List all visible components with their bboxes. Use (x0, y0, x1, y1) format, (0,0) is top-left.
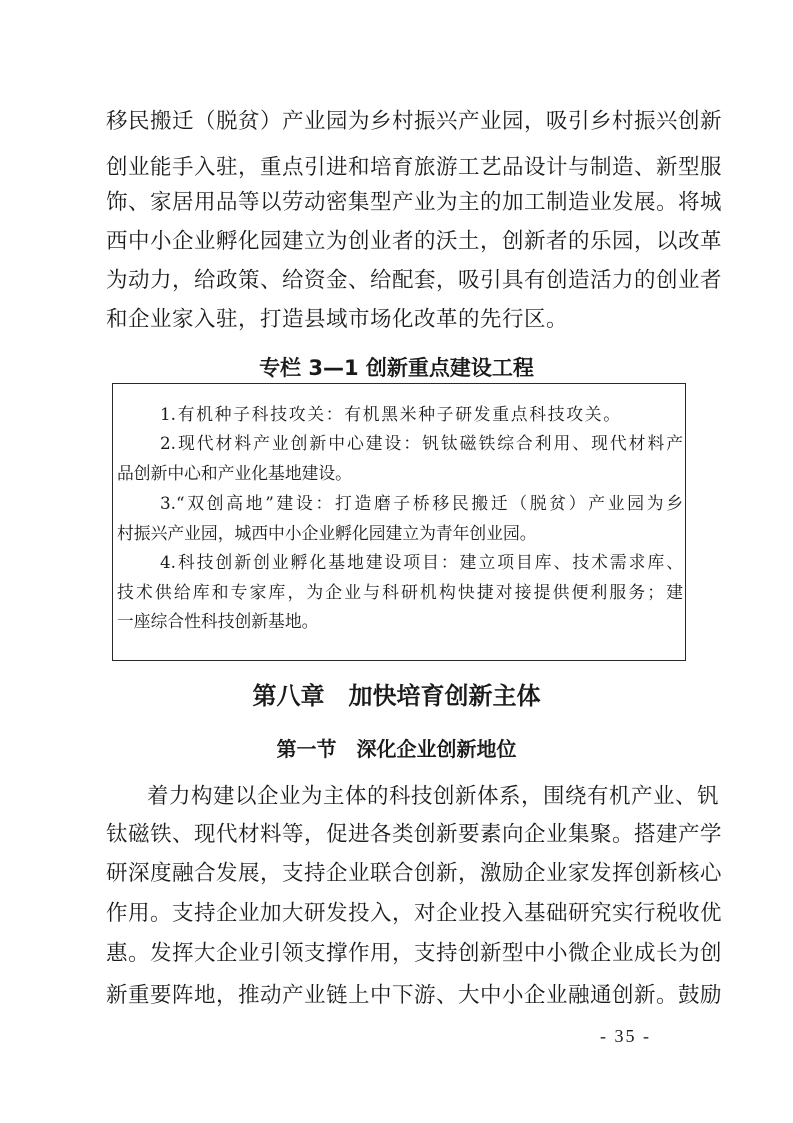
paragraph-line: 惠。发挥大企业引领支撑作用，支持创新型中小微企业成长为创 (106, 941, 723, 966)
paragraph-line: 作用。支持企业加大研发投入，对企业投入基础研究实行税收优 (106, 901, 723, 926)
paragraph-line: 钛磁铁、现代材料等，促进各类创新要素向企业集聚。搭建产学 (106, 822, 723, 847)
section-title: 第一节 深化企业创新地位 (276, 737, 517, 761)
box-line: 2.现代材料产业创新中心建设：钒钛磁铁综合利用、现代材料产 (160, 433, 683, 453)
box-line: 1.有机种子科技攻关：有机黑米种子研发重点科技攻关。 (160, 404, 620, 424)
paragraph-line: 移民搬迁（脱贫）产业园为乡村振兴产业园，吸引乡村振兴创新 (106, 109, 723, 134)
paragraph-line: 创业能手入驻，重点引进和培育旅游工艺品设计与制造、新型服 (106, 155, 723, 180)
paragraph-line: 饰、家居用品等以劳动密集型产业为主的加工制造业发展。将城 (106, 190, 723, 215)
box-line: 4.科技创新创业孵化基地建设项目：建立项目库、技术需求库、 (160, 552, 683, 572)
paragraph-line: 着力构建以企业为主体的科技创新体系，围绕有机产业、钒 (147, 784, 720, 809)
box-line: 一座综合性科技创新基地。 (117, 611, 319, 631)
paragraph-line: 为动力，给政策、给资金、给配套，吸引具有创造活力的创业者 (106, 268, 723, 293)
paragraph-line: 新重要阵地，推动产业链上中下游、大中小企业融通创新。鼓励 (106, 983, 723, 1008)
paragraph-line: 西中小企业孵化园建立为创业者的沃土，创新者的乐园，以改革 (106, 229, 723, 254)
box-line: 村振兴产业园，城西中小企业孵化园建立为青年创业园。 (117, 523, 537, 543)
chapter-title: 第八章 加快培育创新主体 (252, 682, 541, 710)
page-number: - 35 - (600, 1026, 651, 1046)
paragraph-line: 研深度融合发展，支持企业联合创新，激励企业家发挥创新核心 (106, 861, 723, 886)
paragraph-line: 和企业家入驻，打造县域市场化改革的先行区。 (106, 307, 569, 332)
box-line: 3.“双创高地”建设：打造磨子桥移民搬迁（脱贫）产业园为乡 (160, 493, 683, 513)
box-line: 品创新中心和产业化基地建设。 (117, 463, 352, 483)
box-title: 专栏 3—1 创新重点建设工程 (259, 356, 534, 380)
box-line: 技术供给库和专家库，为企业与科研机构快捷对接提供便利服务；建 (117, 582, 683, 602)
